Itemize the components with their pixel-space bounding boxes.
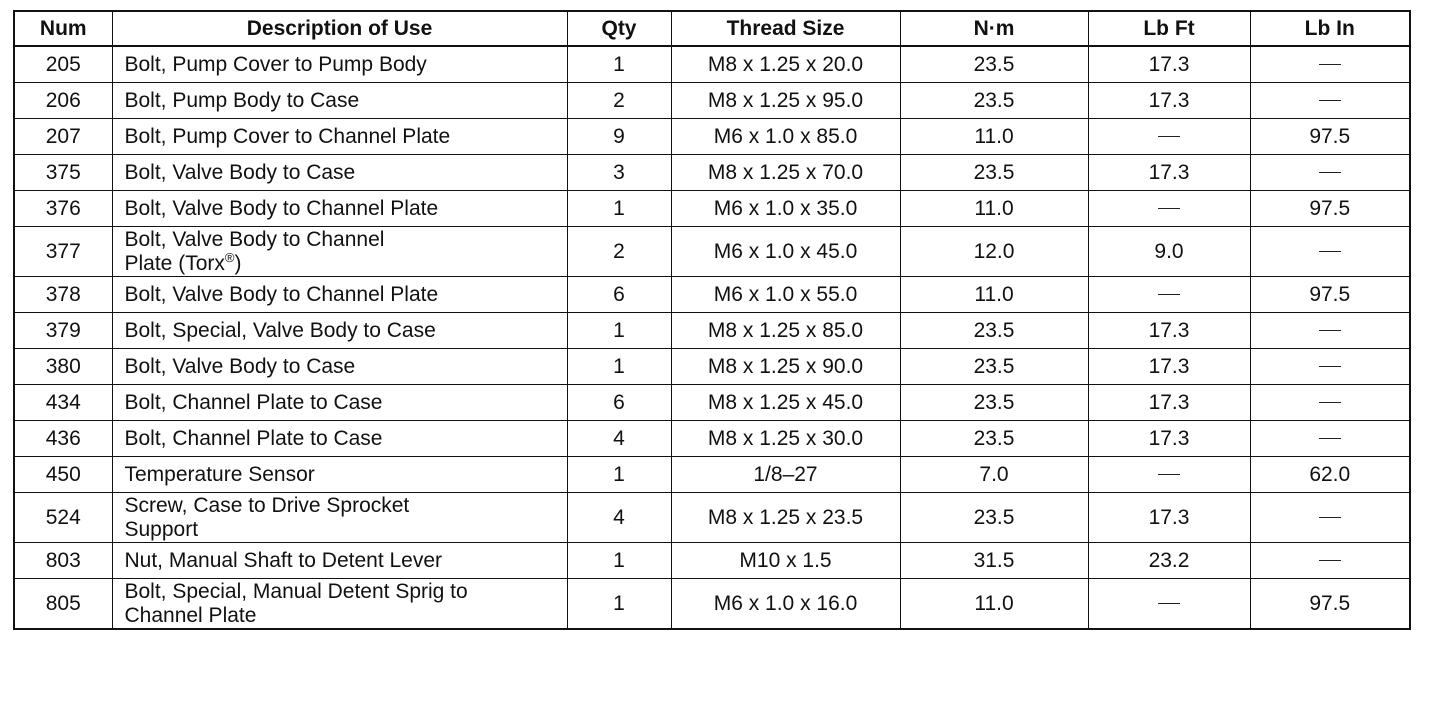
cell-qty: 2: [567, 227, 671, 277]
table-row: [14, 543, 1410, 579]
cell-qty: 3: [567, 155, 671, 191]
header-row: [14, 11, 1410, 46]
cell-lb-ft: 17.3: [1088, 421, 1250, 457]
table-row: [14, 493, 1410, 543]
header-nm: N·m: [900, 11, 1088, 46]
cell-num: 805: [14, 579, 112, 630]
header-description: Description of Use: [112, 11, 567, 46]
description-line: Bolt, Special, Manual Detent Sprig to: [124, 579, 468, 603]
not-applicable-dash: [1319, 251, 1341, 252]
cell-lb-ft: [1088, 579, 1250, 630]
not-applicable-dash: [1158, 294, 1180, 295]
cell-lb-in: [1250, 543, 1410, 579]
cell-num: 207: [14, 119, 112, 155]
cell-nm: 23.5: [900, 83, 1088, 119]
description-line: Bolt, Pump Cover to Pump Body: [124, 52, 427, 76]
not-applicable-dash: [1319, 64, 1341, 65]
cell-num: 434: [14, 385, 112, 421]
cell-lb-in: 97.5: [1250, 579, 1410, 630]
cell-lb-in: [1250, 227, 1410, 277]
not-applicable-dash: [1319, 366, 1341, 367]
cell-thread-size: M6 x 1.0 x 35.0: [671, 191, 900, 227]
description-line: Bolt, Channel Plate to Case: [124, 390, 383, 414]
cell-lb-ft: [1088, 277, 1250, 313]
cell-nm: 23.5: [900, 385, 1088, 421]
cell-thread-size: M10 x 1.5: [671, 543, 900, 579]
description-line: Bolt, Channel Plate to Case: [124, 426, 383, 450]
cell-thread-size: M8 x 1.25 x 90.0: [671, 349, 900, 385]
header-qty: Qty: [567, 11, 671, 46]
cell-lb-in: [1250, 349, 1410, 385]
torque-spec-table: [13, 10, 1411, 630]
cell-nm: 7.0: [900, 457, 1088, 493]
cell-lb-in: [1250, 46, 1410, 83]
cell-thread-size: M6 x 1.0 x 85.0: [671, 119, 900, 155]
cell-lb-ft: [1088, 191, 1250, 227]
cell-lb-in: 97.5: [1250, 277, 1410, 313]
not-applicable-dash: [1158, 136, 1180, 137]
cell-description: [112, 46, 567, 83]
cell-description: [112, 155, 567, 191]
cell-lb-in: [1250, 155, 1410, 191]
description-line: Bolt, Pump Body to Case: [124, 88, 360, 112]
not-applicable-dash: [1319, 330, 1341, 331]
description-line-2: Channel Plate: [124, 603, 257, 627]
cell-num: 379: [14, 313, 112, 349]
header-lb-in: Lb In: [1250, 11, 1410, 46]
cell-description: [112, 227, 567, 277]
cell-description: [112, 83, 567, 119]
cell-lb-in: 97.5: [1250, 191, 1410, 227]
cell-nm: 11.0: [900, 119, 1088, 155]
cell-thread-size: 1/8–27: [671, 457, 900, 493]
cell-qty: 1: [567, 457, 671, 493]
cell-lb-in: [1250, 83, 1410, 119]
cell-lb-ft: 17.3: [1088, 313, 1250, 349]
table-row: [14, 313, 1410, 349]
cell-description: [112, 579, 567, 630]
header-thread-size: Thread Size: [671, 11, 900, 46]
cell-lb-ft: 23.2: [1088, 543, 1250, 579]
cell-num: 524: [14, 493, 112, 543]
cell-thread-size: M8 x 1.25 x 45.0: [671, 385, 900, 421]
description-line: Bolt, Pump Cover to Channel Plate: [124, 124, 451, 148]
cell-thread-size: M8 x 1.25 x 85.0: [671, 313, 900, 349]
cell-lb-ft: 17.3: [1088, 349, 1250, 385]
description-tail: ): [234, 251, 242, 275]
table-row: [14, 119, 1410, 155]
cell-num: 450: [14, 457, 112, 493]
not-applicable-dash: [1158, 474, 1180, 475]
description-line: Bolt, Valve Body to Case: [124, 354, 356, 378]
cell-qty: 1: [567, 46, 671, 83]
cell-nm: 11.0: [900, 191, 1088, 227]
cell-thread-size: M6 x 1.0 x 45.0: [671, 227, 900, 277]
cell-qty: 1: [567, 191, 671, 227]
cell-description: [112, 349, 567, 385]
cell-nm: 12.0: [900, 227, 1088, 277]
cell-nm: 23.5: [900, 155, 1088, 191]
cell-nm: 23.5: [900, 493, 1088, 543]
cell-nm: 23.5: [900, 349, 1088, 385]
cell-lb-ft: 17.3: [1088, 155, 1250, 191]
cell-num: 436: [14, 421, 112, 457]
cell-description: [112, 543, 567, 579]
description-line: Temperature Sensor: [124, 462, 315, 486]
cell-thread-size: M8 x 1.25 x 20.0: [671, 46, 900, 83]
cell-qty: 4: [567, 421, 671, 457]
cell-num: 376: [14, 191, 112, 227]
cell-thread-size: M8 x 1.25 x 95.0: [671, 83, 900, 119]
cell-lb-ft: 17.3: [1088, 83, 1250, 119]
not-applicable-dash: [1319, 438, 1341, 439]
cell-lb-ft: 17.3: [1088, 493, 1250, 543]
not-applicable-dash: [1158, 208, 1180, 209]
cell-description: [112, 119, 567, 155]
cell-lb-in: 97.5: [1250, 119, 1410, 155]
description-line-2: Support: [124, 517, 199, 541]
table-row: [14, 349, 1410, 385]
table-row: [14, 457, 1410, 493]
table-row: [14, 421, 1410, 457]
description-line: Bolt, Valve Body to Channel: [124, 227, 385, 251]
cell-description: [112, 421, 567, 457]
cell-num: 206: [14, 83, 112, 119]
cell-lb-ft: 9.0: [1088, 227, 1250, 277]
cell-nm: 23.5: [900, 421, 1088, 457]
cell-description: [112, 457, 567, 493]
cell-qty: 6: [567, 277, 671, 313]
table-row: [14, 83, 1410, 119]
cell-num: 380: [14, 349, 112, 385]
table-row: [14, 155, 1410, 191]
cell-description: [112, 385, 567, 421]
cell-description: [112, 493, 567, 543]
cell-description: [112, 313, 567, 349]
cell-nm: 11.0: [900, 277, 1088, 313]
description-line: Bolt, Valve Body to Channel Plate: [124, 282, 439, 306]
cell-num: 377: [14, 227, 112, 277]
cell-nm: 23.5: [900, 46, 1088, 83]
cell-qty: 1: [567, 579, 671, 630]
cell-thread-size: M8 x 1.25 x 23.5: [671, 493, 900, 543]
cell-nm: 23.5: [900, 313, 1088, 349]
table-row: [14, 191, 1410, 227]
cell-lb-in: [1250, 313, 1410, 349]
header-num: Num: [14, 11, 112, 46]
cell-num: 375: [14, 155, 112, 191]
cell-thread-size: M8 x 1.25 x 30.0: [671, 421, 900, 457]
not-applicable-dash: [1319, 560, 1341, 561]
cell-thread-size: M6 x 1.0 x 16.0: [671, 579, 900, 630]
cell-lb-in: [1250, 493, 1410, 543]
cell-nm: 11.0: [900, 579, 1088, 630]
description-line: Screw, Case to Drive Sprocket: [124, 493, 410, 517]
not-applicable-dash: [1319, 172, 1341, 173]
table-row: [14, 385, 1410, 421]
registered-mark: ®: [224, 249, 235, 265]
cell-qty: 1: [567, 313, 671, 349]
table-row: [14, 227, 1410, 277]
cell-qty: 1: [567, 543, 671, 579]
cell-description: [112, 191, 567, 227]
cell-num: 378: [14, 277, 112, 313]
cell-description: [112, 277, 567, 313]
cell-lb-ft: [1088, 457, 1250, 493]
not-applicable-dash: [1158, 603, 1180, 604]
cell-nm: 31.5: [900, 543, 1088, 579]
cell-lb-ft: 17.3: [1088, 46, 1250, 83]
table-row: [14, 277, 1410, 313]
description-line: Nut, Manual Shaft to Detent Lever: [124, 548, 443, 572]
cell-num: 205: [14, 46, 112, 83]
description-line-2: Plate (Torx: [124, 251, 225, 275]
cell-lb-in: [1250, 421, 1410, 457]
table-row: [14, 579, 1410, 630]
not-applicable-dash: [1319, 517, 1341, 518]
cell-lb-ft: [1088, 119, 1250, 155]
cell-thread-size: M8 x 1.25 x 70.0: [671, 155, 900, 191]
cell-qty: 1: [567, 349, 671, 385]
cell-lb-in: [1250, 385, 1410, 421]
cell-num: 803: [14, 543, 112, 579]
cell-qty: 9: [567, 119, 671, 155]
table-body: [14, 46, 1410, 629]
cell-qty: 2: [567, 83, 671, 119]
description-line: Bolt, Valve Body to Case: [124, 160, 356, 184]
description-line: Bolt, Valve Body to Channel Plate: [124, 196, 439, 220]
cell-lb-in: 62.0: [1250, 457, 1410, 493]
cell-lb-ft: 17.3: [1088, 385, 1250, 421]
not-applicable-dash: [1319, 100, 1341, 101]
cell-qty: 6: [567, 385, 671, 421]
table-row: [14, 46, 1410, 83]
cell-thread-size: M6 x 1.0 x 55.0: [671, 277, 900, 313]
header-lb-ft: Lb Ft: [1088, 11, 1250, 46]
cell-qty: 4: [567, 493, 671, 543]
not-applicable-dash: [1319, 402, 1341, 403]
description-line: Bolt, Special, Valve Body to Case: [124, 318, 436, 342]
